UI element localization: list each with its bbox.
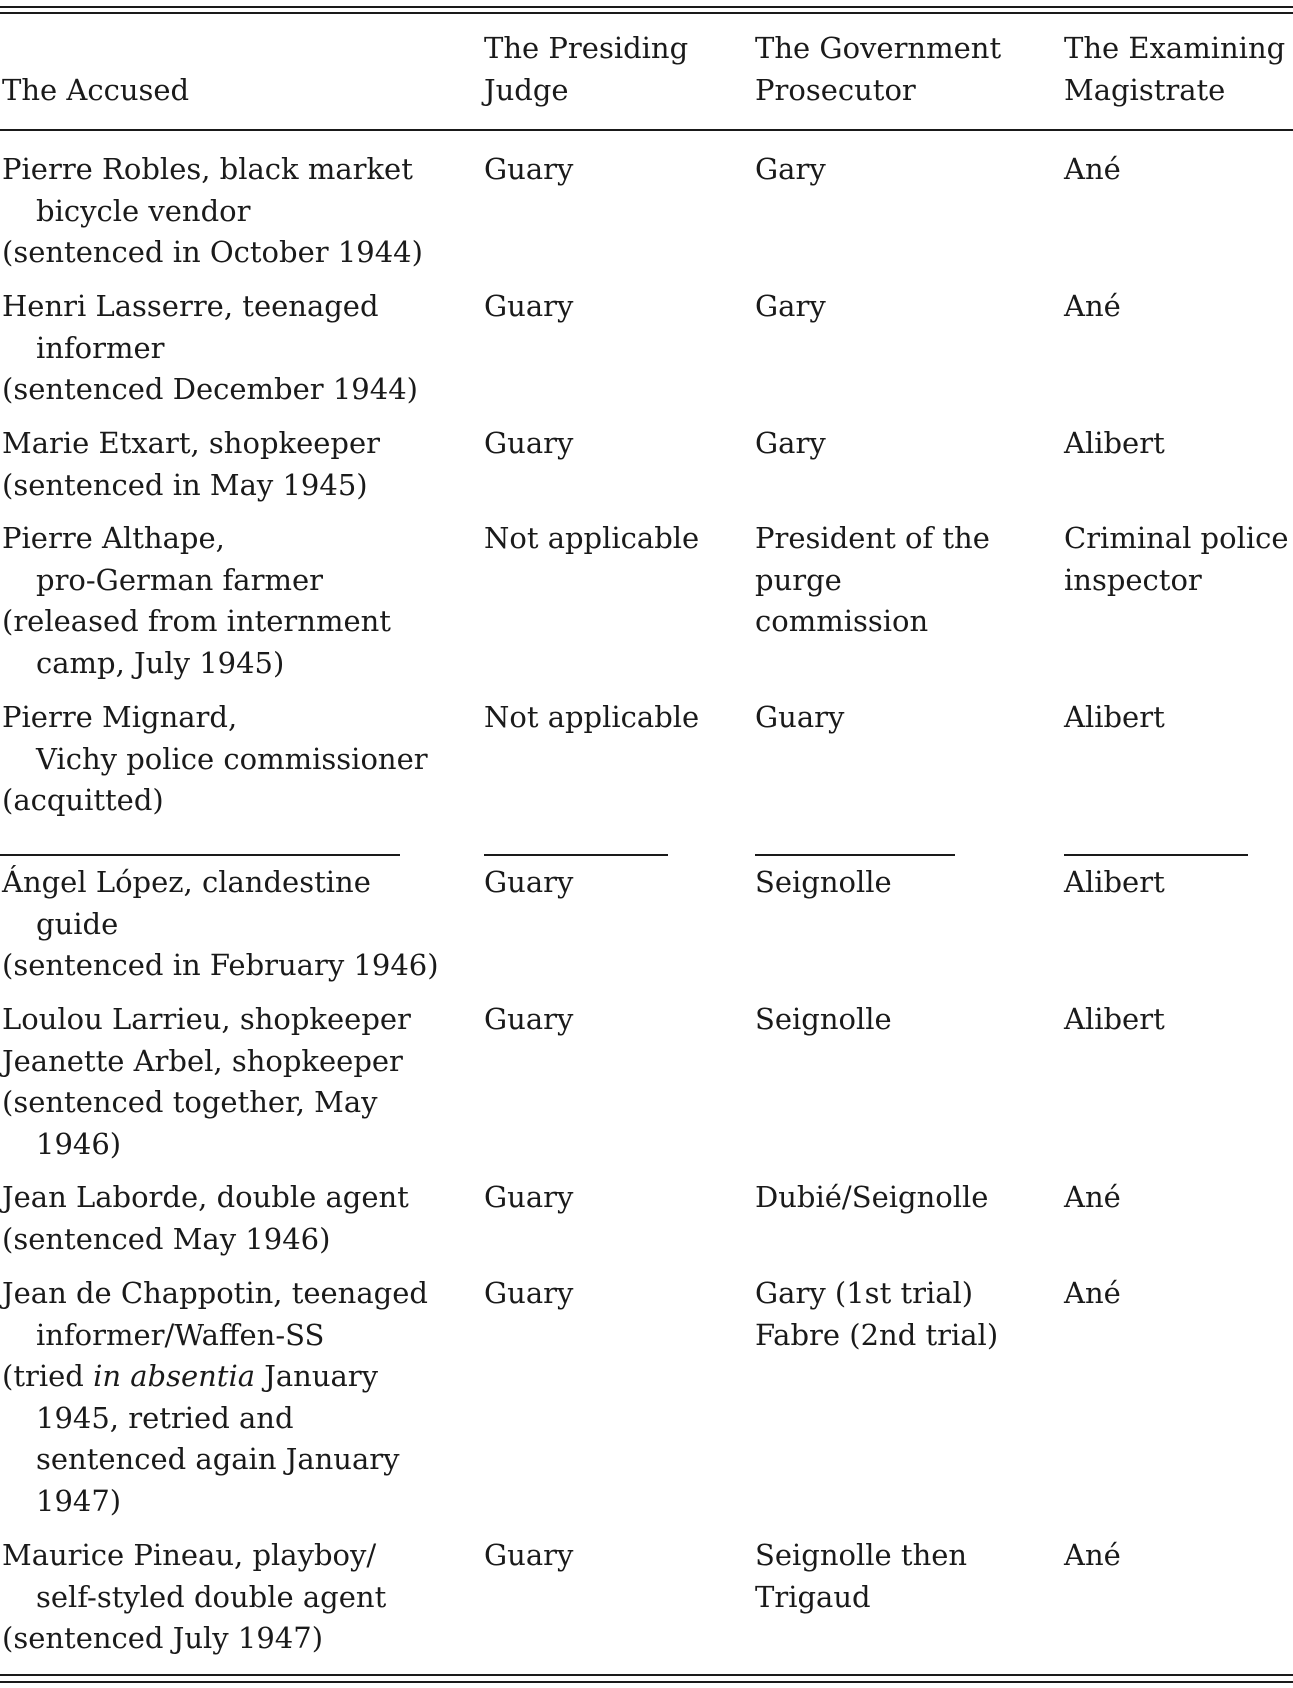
accused-cell: Henri Lasserre, teenaged informer (sentenced December 1944)	[2, 289, 418, 406]
prosecutor-cell: Seignolle then Trigaud	[755, 1538, 968, 1614]
judge-cell: Guary	[484, 1538, 574, 1572]
accused-cell: Jean Laborde, double agent (sentenced May 1946)	[2, 1180, 409, 1256]
prosecutor-cell: Gary (1st trial) Fabre (2nd trial)	[755, 1276, 999, 1352]
judge-cell: Guary	[484, 152, 574, 186]
magistrate-cell: Ané	[1064, 1538, 1121, 1572]
prosecutor-cell: Guary	[755, 700, 845, 734]
prosecutor-cell: Gary	[755, 152, 826, 186]
judge-cell: Guary	[484, 1276, 574, 1310]
column-separator-magistrate	[1064, 854, 1248, 856]
accused-cell: Pierre Althape, pro-German farmer (released from internment camp, July 1945)	[2, 521, 391, 680]
trial-note-line: (tried in absentia January	[2, 1359, 379, 1393]
magistrate-cell: Alibert	[1064, 426, 1165, 460]
column-separator-accused	[0, 854, 400, 856]
bottom-rule-outer	[0, 1681, 1293, 1683]
prosecutor-cell: President of the purge commission	[755, 521, 990, 638]
header-rule	[0, 129, 1293, 131]
judge-cell: Not applicable	[484, 521, 700, 555]
column-separator-prosecutor	[755, 854, 955, 856]
header-prosecutor: The Government Prosecutor	[755, 31, 1002, 107]
judge-cell: Guary	[484, 1180, 574, 1214]
header-judge: The Presiding Judge	[484, 31, 689, 107]
prosecutor-cell: Seignolle	[755, 1002, 892, 1036]
judge-cell: Guary	[484, 289, 574, 323]
magistrate-cell: Alibert	[1064, 700, 1165, 734]
in-absentia-text: in absentia	[93, 1359, 256, 1393]
prosecutor-cell: Gary	[755, 426, 826, 460]
bottom-rule-inner	[0, 1674, 1293, 1676]
magistrate-cell: Alibert	[1064, 1002, 1165, 1036]
magistrate-cell: Ané	[1064, 289, 1121, 323]
accused-cell: Pierre Robles, black market bicycle vendor (sentenced in October 1944)	[2, 152, 423, 269]
magistrate-cell: Alibert	[1064, 865, 1165, 899]
prosecutor-cell: Seignolle	[755, 865, 892, 899]
prosecutor-cell: Dubié/Seignolle	[755, 1180, 989, 1214]
prosecutor-cell: Gary	[755, 289, 826, 323]
accused-cell: Marie Etxart, shopkeeper (sentenced in May 1945)	[2, 426, 380, 502]
accused-cell: Pierre Mignard, Vichy police commissioner (acquitted)	[2, 700, 428, 817]
judge-cell: Guary	[484, 865, 574, 899]
accused-cell: Jean de Chappotin, teenaged informer/Waffen-SS (tried in absentia January 1945, retried and sentenced again January 1947)	[2, 1273, 472, 1522]
header-accused: The Accused	[2, 73, 190, 107]
judge-cell: Guary	[484, 1002, 574, 1036]
accused-cell: Loulou Larrieu, shopkeeper Jeanette Arbel, shopkeeper (sentenced together, May 1946)	[2, 1002, 411, 1161]
magistrate-cell: Ané	[1064, 1180, 1121, 1214]
magistrate-cell: Ané	[1064, 1276, 1121, 1310]
magistrate-cell: Ané	[1064, 152, 1121, 186]
judge-cell: Guary	[484, 426, 574, 460]
accused-cell: Maurice Pineau, playboy/ self-styled double agent (sentenced July 1947)	[2, 1538, 387, 1655]
column-separator-judge	[484, 854, 668, 856]
top-rule-inner	[0, 12, 1293, 14]
judge-cell: Not applicable	[484, 700, 700, 734]
accused-cell: Ángel López, clandestine guide (sentenced in February 1946)	[2, 865, 439, 982]
top-rule-outer	[0, 6, 1293, 8]
magistrate-cell: Criminal police inspector	[1064, 521, 1289, 597]
header-magistrate: The Examining Magistrate	[1064, 31, 1286, 107]
